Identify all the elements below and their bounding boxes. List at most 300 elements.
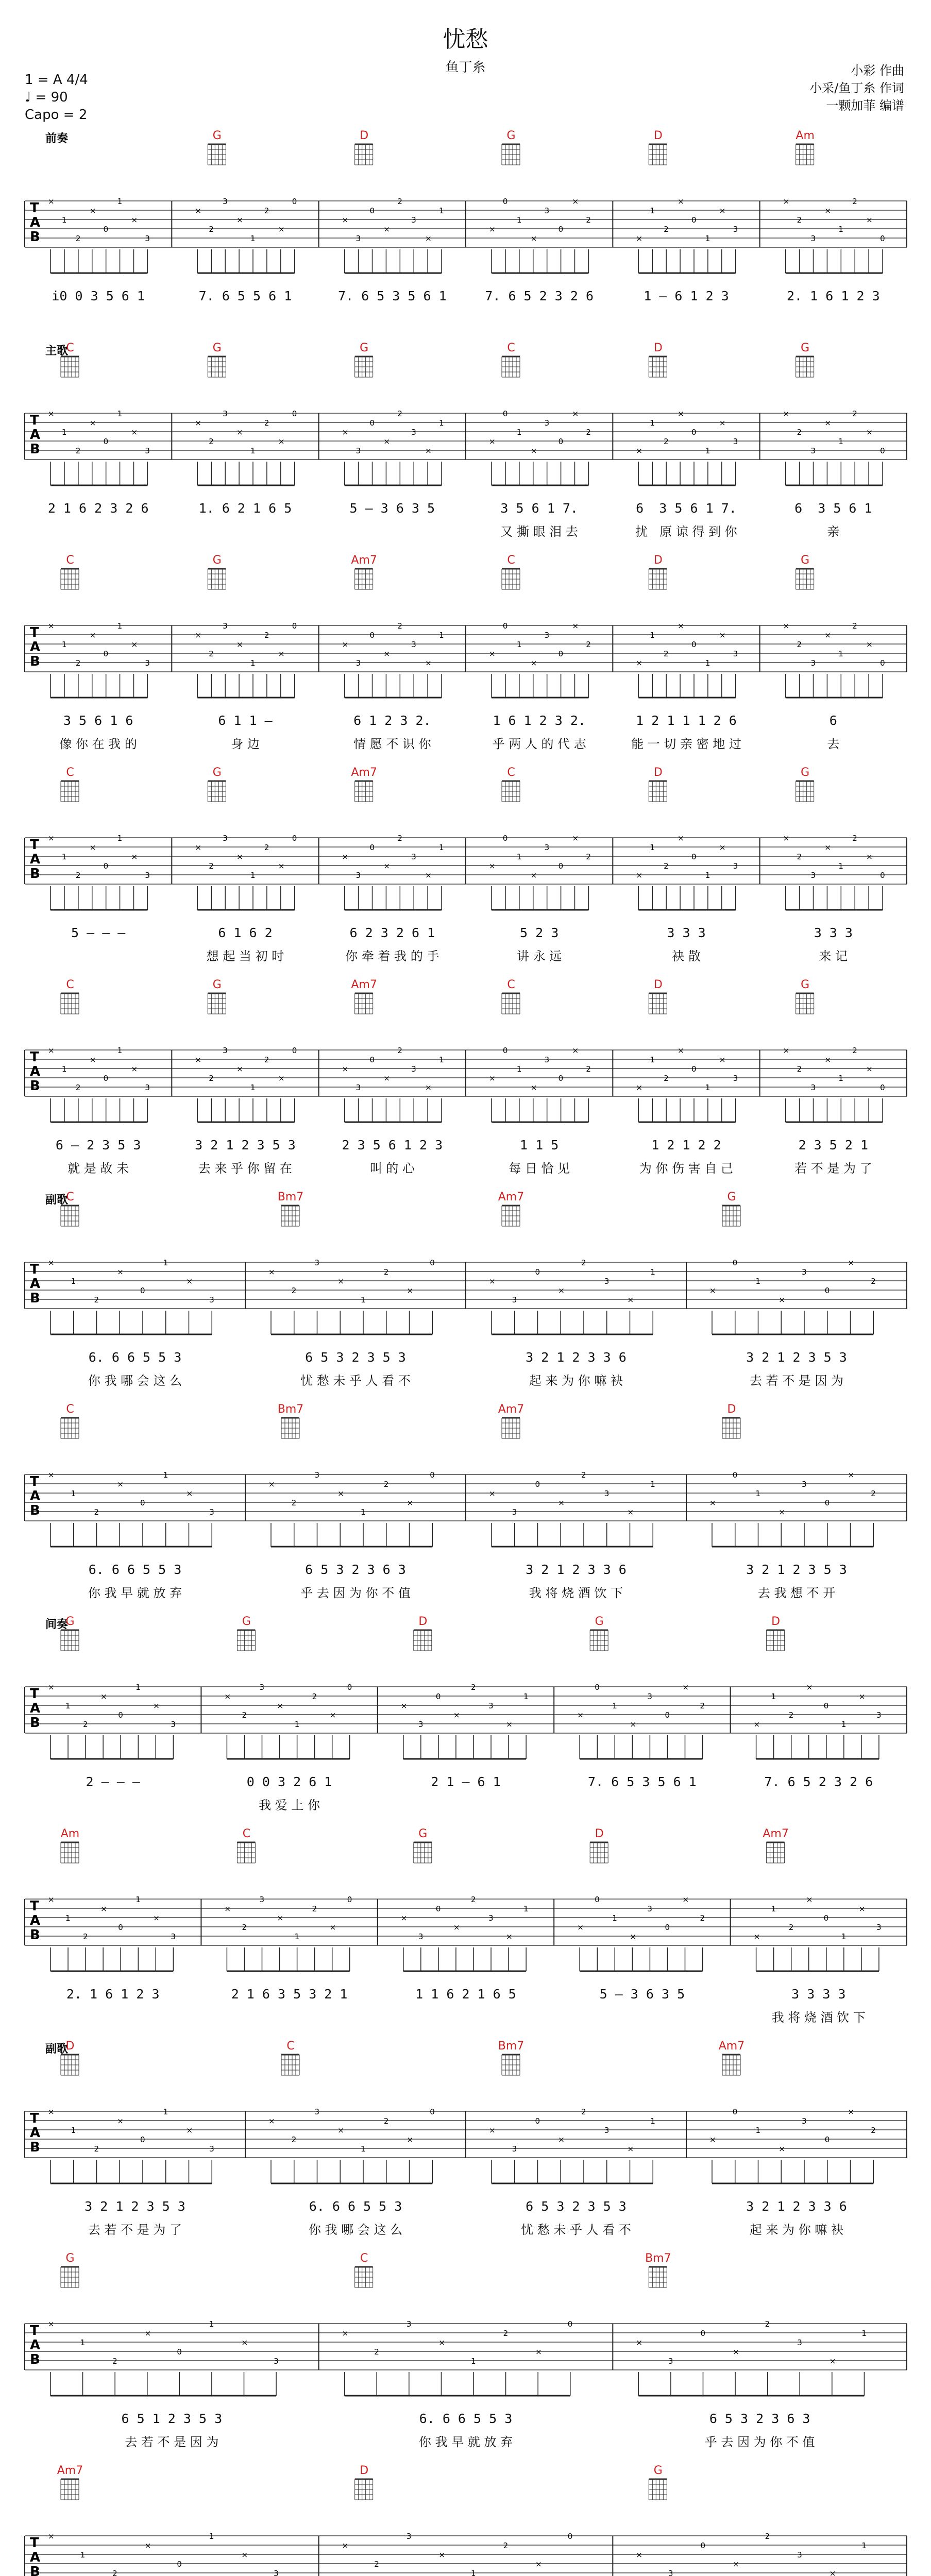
svg-text:1: 1 bbox=[80, 2550, 86, 2560]
svg-text:×: × bbox=[709, 1286, 716, 1295]
svg-text:0: 0 bbox=[430, 1470, 435, 1480]
svg-text:1: 1 bbox=[71, 2126, 76, 2135]
measure-numbers: 6 5 1 2 3 5 3 bbox=[121, 2411, 223, 2426]
measure-lyrics: 每 日 恰 见 bbox=[509, 1161, 570, 1176]
chord-diagram bbox=[61, 993, 79, 1014]
svg-text:×: × bbox=[48, 1895, 55, 1904]
svg-text:1: 1 bbox=[861, 2541, 867, 2550]
svg-text:1: 1 bbox=[250, 1083, 256, 1092]
chord-name: C bbox=[242, 1827, 251, 1840]
chord-diagram bbox=[414, 1630, 432, 1651]
credit-lyricist: 小采/鱼丁糸 作词 bbox=[809, 81, 904, 95]
svg-text:1: 1 bbox=[439, 206, 444, 215]
measure-lyrics: 起 来 为 你 嘛 袂 bbox=[749, 2223, 844, 2237]
svg-text:×: × bbox=[577, 1710, 584, 1720]
svg-text:×: × bbox=[278, 649, 285, 658]
tab-staff-graphic bbox=[0, 1397, 931, 1567]
chord-name: C bbox=[66, 1403, 74, 1416]
chord-diagram bbox=[281, 1418, 299, 1438]
svg-text:2: 2 bbox=[291, 2135, 297, 2144]
svg-text:2: 2 bbox=[586, 640, 591, 649]
measure-numbers: 6 bbox=[829, 713, 837, 728]
measure-numbers: 3 2 1 2 3 5 3 bbox=[84, 2199, 185, 2214]
svg-text:0: 0 bbox=[535, 1267, 540, 1277]
svg-text:×: × bbox=[824, 843, 831, 852]
svg-text:×: × bbox=[866, 852, 873, 861]
svg-text:×: × bbox=[236, 215, 243, 225]
svg-text:×: × bbox=[719, 1055, 726, 1064]
svg-text:×: × bbox=[407, 1286, 414, 1295]
chord-name: C bbox=[66, 1191, 74, 1204]
measure-lyrics: 为 你 伤 害 自 己 bbox=[639, 1161, 734, 1176]
svg-text:×: × bbox=[733, 2560, 739, 2569]
svg-text:×: × bbox=[224, 1904, 231, 1913]
svg-text:1: 1 bbox=[136, 1895, 141, 1904]
chord-name: G bbox=[212, 129, 222, 142]
svg-text:2: 2 bbox=[664, 437, 669, 446]
measure-numbers: 3 5 6 1 6 bbox=[63, 713, 133, 728]
svg-text:×: × bbox=[636, 234, 642, 243]
svg-text:1: 1 bbox=[294, 1932, 300, 1941]
svg-text:3: 3 bbox=[145, 871, 150, 880]
svg-text:×: × bbox=[268, 1267, 275, 1277]
measure-numbers: 3 2 1 2 3 5 3 bbox=[195, 1138, 296, 1153]
svg-text:×: × bbox=[186, 1489, 193, 1498]
measure-lyrics: 去 我 想 不 开 bbox=[757, 1586, 836, 1600]
svg-text:3: 3 bbox=[171, 1720, 176, 1729]
svg-text:×: × bbox=[48, 1046, 55, 1055]
tab-staff-graphic bbox=[0, 760, 931, 930]
svg-text:×: × bbox=[636, 446, 642, 455]
svg-text:1: 1 bbox=[755, 1489, 761, 1498]
chord-diagram bbox=[355, 2479, 373, 2500]
chord-diagram bbox=[649, 781, 667, 802]
svg-text:×: × bbox=[89, 206, 96, 215]
svg-text:×: × bbox=[489, 225, 496, 234]
svg-text:×: × bbox=[48, 2319, 55, 2329]
chord-diagram bbox=[502, 2055, 520, 2075]
svg-text:3: 3 bbox=[668, 2569, 673, 2576]
svg-text:×: × bbox=[682, 1895, 689, 1904]
svg-text:2: 2 bbox=[852, 197, 857, 206]
svg-text:2: 2 bbox=[581, 1258, 586, 1267]
svg-text:×: × bbox=[558, 2135, 565, 2144]
svg-text:1: 1 bbox=[650, 1267, 655, 1277]
measure-numbers: 6 5 3 2 3 6 3 bbox=[709, 2411, 810, 2426]
svg-text:×: × bbox=[337, 1489, 344, 1498]
svg-text:2: 2 bbox=[383, 1267, 389, 1277]
measure-numbers: 6 1 2 3 2. bbox=[353, 713, 431, 728]
svg-text:×: × bbox=[824, 206, 831, 215]
svg-text:1: 1 bbox=[71, 1277, 76, 1286]
svg-text:×: × bbox=[195, 1055, 201, 1064]
measure-lyrics: 你 我 哪 会 这 么 bbox=[88, 1374, 182, 1388]
svg-text:3: 3 bbox=[356, 1083, 361, 1092]
svg-text:3: 3 bbox=[259, 1683, 265, 1692]
svg-text:×: × bbox=[277, 1913, 284, 1923]
svg-text:0: 0 bbox=[691, 852, 697, 861]
svg-text:3: 3 bbox=[733, 437, 738, 446]
svg-text:2: 2 bbox=[852, 1046, 857, 1055]
svg-text:×: × bbox=[89, 843, 96, 852]
measure-numbers: 3 2 1 2 3 3 6 bbox=[526, 1562, 627, 1577]
chord-diagram bbox=[502, 357, 520, 377]
svg-text:0: 0 bbox=[103, 225, 109, 234]
svg-text:2: 2 bbox=[83, 1932, 88, 1941]
svg-text:×: × bbox=[383, 649, 390, 658]
svg-text:×: × bbox=[100, 1692, 107, 1701]
tab-staff-graphic bbox=[0, 2459, 931, 2576]
chord-name: G bbox=[653, 2464, 663, 2477]
measure-lyrics: 我 爱 上 你 bbox=[259, 1798, 320, 1812]
svg-text:0: 0 bbox=[502, 621, 508, 631]
svg-text:1: 1 bbox=[705, 446, 710, 455]
svg-text:1: 1 bbox=[841, 1720, 847, 1729]
svg-text:1: 1 bbox=[523, 1904, 529, 1913]
measure-numbers: 5 — 3 6 3 5 bbox=[349, 501, 435, 516]
chord-diagram bbox=[649, 569, 667, 589]
svg-text:×: × bbox=[630, 1720, 636, 1729]
chord-diagram bbox=[208, 569, 226, 589]
numbered-notation-line bbox=[0, 289, 931, 309]
chord-name: C bbox=[360, 2252, 368, 2265]
svg-text:2: 2 bbox=[397, 834, 402, 843]
tab-clef-letter: T bbox=[30, 413, 39, 428]
svg-text:3: 3 bbox=[411, 852, 416, 861]
svg-text:3: 3 bbox=[810, 234, 816, 243]
svg-text:×: × bbox=[278, 437, 285, 446]
measure-numbers: 2 — — — bbox=[86, 1774, 140, 1789]
chord-name: G bbox=[418, 1827, 428, 1840]
svg-text:1: 1 bbox=[650, 1055, 655, 1064]
svg-text:×: × bbox=[268, 1480, 275, 1489]
measure-lyrics: 起 来 为 你 嘛 袂 bbox=[529, 1374, 623, 1388]
svg-text:×: × bbox=[829, 2569, 836, 2576]
tab-system bbox=[0, 1397, 931, 1609]
svg-text:1: 1 bbox=[471, 2569, 476, 2576]
svg-text:3: 3 bbox=[223, 621, 228, 631]
svg-text:0: 0 bbox=[700, 2541, 706, 2550]
svg-text:×: × bbox=[678, 409, 684, 418]
tab-clef-letter: B bbox=[30, 2140, 40, 2155]
svg-text:×: × bbox=[506, 1720, 513, 1729]
tab-staff-graphic bbox=[0, 336, 931, 506]
svg-text:2: 2 bbox=[852, 409, 857, 418]
svg-text:2: 2 bbox=[94, 1295, 99, 1304]
chord-name: C bbox=[66, 766, 74, 779]
svg-text:3: 3 bbox=[314, 2107, 320, 2116]
tab-staff-graphic bbox=[0, 548, 931, 718]
svg-text:0: 0 bbox=[292, 621, 297, 631]
svg-text:×: × bbox=[806, 1895, 813, 1904]
svg-text:3: 3 bbox=[145, 658, 150, 668]
svg-text:2: 2 bbox=[397, 1046, 402, 1055]
tab-clef-letter: B bbox=[30, 2564, 40, 2576]
chord-diagram bbox=[281, 1206, 299, 1226]
svg-text:2: 2 bbox=[503, 2329, 509, 2338]
chord-name: Bm7 bbox=[498, 2040, 524, 2053]
measure-numbers: 1 — 6 1 2 3 bbox=[644, 289, 729, 303]
chord-name: Am7 bbox=[763, 1827, 789, 1840]
measure-lyrics: 忧 愁 未 乎 人 看 不 bbox=[300, 1374, 411, 1388]
svg-text:1: 1 bbox=[755, 1277, 761, 1286]
svg-text:2: 2 bbox=[664, 649, 669, 658]
tab-system bbox=[0, 2246, 931, 2459]
tab-system bbox=[0, 760, 931, 973]
chord-name: G bbox=[212, 342, 222, 354]
numbered-notation-line bbox=[0, 925, 931, 946]
measure-numbers: 7. 6 5 3 5 6 1 bbox=[588, 1774, 697, 1789]
measure-numbers: 5 — 3 6 3 5 bbox=[599, 1987, 685, 2002]
chord-name: C bbox=[66, 978, 74, 991]
chord-diagram bbox=[649, 2479, 667, 2500]
svg-text:×: × bbox=[329, 1923, 336, 1932]
measure-lyrics: 去 若 不 是 因 为 bbox=[749, 1374, 844, 1388]
svg-text:1: 1 bbox=[163, 1258, 168, 1267]
chord-diagram bbox=[796, 357, 814, 377]
svg-text:×: × bbox=[636, 871, 642, 880]
svg-text:×: × bbox=[572, 197, 579, 206]
svg-text:×: × bbox=[778, 1295, 785, 1304]
measure-lyrics: 情 愿 不 识 你 bbox=[353, 737, 431, 751]
svg-text:×: × bbox=[783, 1046, 790, 1055]
numbered-notation-line bbox=[0, 1774, 931, 1795]
svg-text:×: × bbox=[278, 225, 285, 234]
svg-text:2: 2 bbox=[374, 2347, 379, 2357]
svg-text:×: × bbox=[753, 1720, 760, 1729]
svg-text:×: × bbox=[425, 871, 432, 880]
measure-lyrics: 乎 两 人 的 代 志 bbox=[492, 737, 586, 751]
svg-text:2: 2 bbox=[383, 1480, 389, 1489]
svg-text:×: × bbox=[824, 418, 831, 428]
chord-diagram bbox=[722, 1418, 740, 1438]
svg-text:2: 2 bbox=[664, 225, 669, 234]
svg-text:3: 3 bbox=[418, 1932, 424, 1941]
svg-text:2: 2 bbox=[112, 2357, 117, 2366]
measure-numbers: 2 1 — 6 1 bbox=[431, 1774, 501, 1789]
measure-lyrics: 乎 去 因 为 你 不 值 bbox=[300, 1586, 411, 1600]
svg-text:1: 1 bbox=[705, 1083, 710, 1092]
svg-text:×: × bbox=[866, 640, 873, 649]
svg-text:2: 2 bbox=[581, 1470, 586, 1480]
measure-numbers: 6 2 3 2 6 1 bbox=[349, 925, 435, 940]
svg-text:1: 1 bbox=[838, 437, 843, 446]
svg-text:×: × bbox=[144, 2329, 151, 2338]
measure-numbers: 6 5 3 2 3 5 3 bbox=[526, 2199, 627, 2214]
svg-text:0: 0 bbox=[558, 649, 564, 658]
svg-text:3: 3 bbox=[810, 871, 816, 880]
measure-numbers: 6 5 3 2 3 5 3 bbox=[305, 1350, 406, 1365]
tab-system bbox=[0, 548, 931, 760]
svg-text:0: 0 bbox=[558, 225, 564, 234]
measure-numbers: 1. 6 2 1 6 5 bbox=[198, 501, 292, 516]
svg-text:2: 2 bbox=[312, 1904, 317, 1913]
svg-text:3: 3 bbox=[356, 234, 361, 243]
svg-text:×: × bbox=[89, 418, 96, 428]
chord-diagram bbox=[502, 993, 520, 1014]
lyric-line bbox=[0, 1583, 931, 1603]
chord-name: C bbox=[507, 766, 515, 779]
svg-text:×: × bbox=[400, 1701, 408, 1710]
tab-clef-letter: T bbox=[30, 625, 39, 640]
svg-text:1: 1 bbox=[117, 197, 123, 206]
svg-text:×: × bbox=[866, 428, 873, 437]
svg-text:×: × bbox=[489, 1489, 496, 1498]
svg-text:0: 0 bbox=[880, 1083, 885, 1092]
measure-numbers: 2 3 5 2 1 bbox=[798, 1138, 869, 1153]
chord-name: D bbox=[65, 2040, 75, 2053]
svg-text:1: 1 bbox=[250, 446, 256, 455]
svg-text:×: × bbox=[425, 1083, 432, 1092]
svg-text:0: 0 bbox=[103, 649, 109, 658]
svg-text:2: 2 bbox=[264, 843, 269, 852]
svg-text:0: 0 bbox=[880, 234, 885, 243]
svg-text:3: 3 bbox=[604, 1489, 610, 1498]
svg-text:1: 1 bbox=[61, 428, 67, 437]
numbered-notation-line bbox=[0, 1562, 931, 1583]
svg-text:×: × bbox=[753, 1932, 760, 1941]
svg-text:×: × bbox=[195, 631, 201, 640]
svg-text:×: × bbox=[48, 1258, 55, 1267]
svg-text:×: × bbox=[100, 1904, 107, 1913]
chord-diagram bbox=[355, 781, 373, 802]
svg-text:3: 3 bbox=[209, 2144, 214, 2154]
lyric-line bbox=[0, 2007, 931, 2028]
chord-diagram bbox=[281, 2055, 299, 2075]
tab-clef-letter: A bbox=[30, 1701, 41, 1716]
chord-name: G bbox=[595, 1615, 604, 1628]
svg-text:×: × bbox=[329, 1710, 336, 1720]
svg-text:×: × bbox=[48, 621, 55, 631]
svg-text:×: × bbox=[778, 2144, 785, 2154]
svg-text:1: 1 bbox=[771, 1692, 776, 1701]
measure-lyrics: 想 起 当 初 时 bbox=[206, 949, 284, 963]
measure-numbers: 2. 1 6 1 2 3 bbox=[787, 289, 880, 303]
svg-text:0: 0 bbox=[369, 418, 375, 428]
svg-text:1: 1 bbox=[361, 1295, 366, 1304]
svg-text:0: 0 bbox=[369, 206, 375, 215]
chord-name: C bbox=[507, 342, 515, 354]
svg-text:×: × bbox=[186, 1277, 193, 1286]
svg-text:0: 0 bbox=[595, 1683, 600, 1692]
svg-text:1: 1 bbox=[80, 2338, 86, 2347]
svg-text:×: × bbox=[682, 1683, 689, 1692]
chord-name: Bm7 bbox=[645, 2252, 671, 2265]
svg-text:2: 2 bbox=[264, 1055, 269, 1064]
svg-text:×: × bbox=[153, 1913, 160, 1923]
svg-text:×: × bbox=[241, 2338, 248, 2347]
svg-text:1: 1 bbox=[705, 658, 710, 668]
svg-text:×: × bbox=[636, 2550, 642, 2560]
svg-text:1: 1 bbox=[516, 640, 522, 649]
svg-text:×: × bbox=[236, 852, 243, 861]
tab-clef-letter: T bbox=[30, 1049, 39, 1065]
svg-text:×: × bbox=[627, 1507, 634, 1517]
svg-text:×: × bbox=[131, 215, 138, 225]
svg-text:0: 0 bbox=[535, 1480, 540, 1489]
svg-text:3: 3 bbox=[647, 1904, 652, 1913]
tab-clef-letter: A bbox=[30, 215, 41, 230]
lyric-line bbox=[0, 521, 931, 542]
svg-text:×: × bbox=[117, 2116, 124, 2126]
chord-diagram bbox=[796, 781, 814, 802]
measure-lyrics: 讲 永 远 bbox=[517, 949, 562, 963]
chord-diagram bbox=[237, 1630, 255, 1651]
chord-diagram bbox=[796, 569, 814, 589]
chord-name: D bbox=[727, 1403, 736, 1416]
svg-text:0: 0 bbox=[824, 1286, 830, 1295]
tab-clef-letter: A bbox=[30, 1913, 41, 1928]
measure-lyrics: 我 将 烧 酒 饮 下 bbox=[771, 2010, 866, 2025]
svg-text:×: × bbox=[425, 446, 432, 455]
svg-text:1: 1 bbox=[755, 2126, 761, 2135]
lyric-line bbox=[0, 2219, 931, 2240]
measure-numbers: 7. 6 5 3 5 6 1 bbox=[337, 289, 447, 303]
svg-text:1: 1 bbox=[612, 1913, 617, 1923]
svg-text:3: 3 bbox=[209, 1295, 214, 1304]
svg-text:3: 3 bbox=[797, 2550, 802, 2560]
svg-text:×: × bbox=[131, 852, 138, 861]
lyric-line bbox=[0, 734, 931, 754]
svg-text:1: 1 bbox=[65, 1701, 71, 1710]
numbered-notation-line bbox=[0, 501, 931, 521]
svg-text:×: × bbox=[719, 206, 726, 215]
chord-name: D bbox=[595, 1827, 604, 1840]
chord-diagram bbox=[590, 1842, 608, 1863]
chord-diagram bbox=[61, 1206, 79, 1226]
chord-name: Am7 bbox=[351, 766, 377, 779]
svg-text:×: × bbox=[848, 2107, 855, 2116]
chord-diagram bbox=[61, 2267, 79, 2287]
svg-text:×: × bbox=[278, 1074, 285, 1083]
svg-text:×: × bbox=[535, 2560, 542, 2569]
svg-text:×: × bbox=[636, 2338, 642, 2347]
measure-numbers: 6 3 5 6 1 bbox=[794, 501, 872, 516]
svg-text:×: × bbox=[778, 1507, 785, 1517]
svg-text:0: 0 bbox=[732, 2107, 738, 2116]
svg-text:0: 0 bbox=[691, 428, 697, 437]
chord-name: G bbox=[242, 1615, 251, 1628]
svg-text:×: × bbox=[268, 2116, 275, 2126]
svg-text:×: × bbox=[627, 2144, 634, 2154]
svg-text:3: 3 bbox=[274, 2357, 279, 2366]
tab-clef-letter: A bbox=[30, 1488, 41, 1504]
svg-text:0: 0 bbox=[595, 1895, 600, 1904]
svg-text:×: × bbox=[241, 2550, 248, 2560]
svg-text:0: 0 bbox=[369, 1055, 375, 1064]
tab-clef-letter: T bbox=[30, 200, 39, 216]
svg-text:2: 2 bbox=[209, 861, 214, 871]
svg-text:1: 1 bbox=[439, 843, 444, 852]
svg-text:2: 2 bbox=[112, 2569, 117, 2576]
svg-text:3: 3 bbox=[171, 1932, 176, 1941]
tempo-mark: ♩ = 90 bbox=[25, 90, 68, 105]
chord-name: D bbox=[418, 1615, 428, 1628]
svg-text:1: 1 bbox=[516, 428, 522, 437]
lyric-line bbox=[0, 309, 931, 330]
chord-diagram bbox=[767, 1630, 785, 1651]
svg-text:×: × bbox=[572, 834, 579, 843]
svg-text:1: 1 bbox=[250, 234, 256, 243]
svg-text:3: 3 bbox=[733, 861, 738, 871]
svg-text:2: 2 bbox=[700, 1913, 705, 1923]
chord-diagram bbox=[590, 1630, 608, 1651]
svg-text:2: 2 bbox=[664, 1074, 669, 1083]
svg-text:×: × bbox=[733, 2347, 739, 2357]
chord-diagram bbox=[61, 2479, 79, 2500]
svg-text:1: 1 bbox=[163, 1470, 168, 1480]
svg-text:2: 2 bbox=[797, 1064, 802, 1074]
